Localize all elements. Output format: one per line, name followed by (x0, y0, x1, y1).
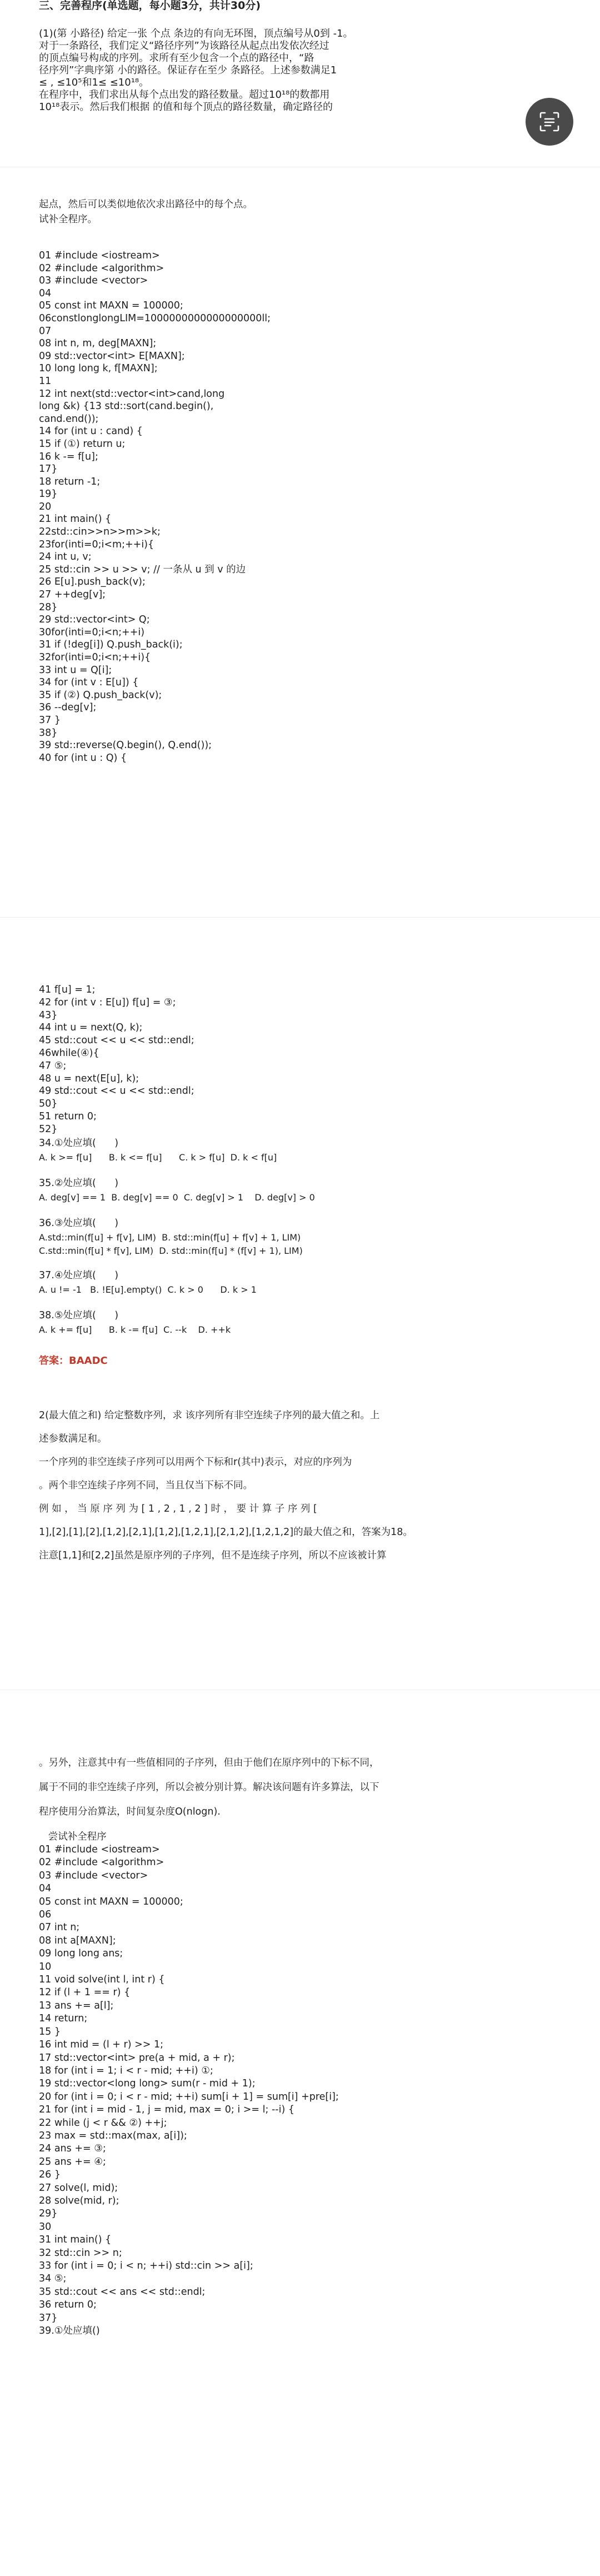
text-line: 10¹⁸表示。然后我们根据 的值和每个顶点的路径数量，确定路径的 (39, 101, 333, 113)
question-options: A. k += f[u] B. k -= f[u] C. --k D. ++k (39, 1324, 231, 1335)
code-line: 23for(inti=0;i<m;++i){ (39, 539, 154, 550)
text-line: (1)(第 小路径) 给定一张 个点 条边的有向无环图，顶点编号从0到 -1。 (39, 28, 353, 39)
code-line: 02 #include <algorithm> (39, 262, 164, 274)
code-line: 28 solve(mid, r); (39, 2195, 119, 2206)
code-3-title: 尝试补全程序 (39, 1831, 107, 1842)
text-recognition-button[interactable] (526, 98, 573, 146)
code-line: 01 #include <iostream> (39, 250, 160, 261)
code-line: 49 std::cout << u << std::endl; (39, 1085, 194, 1097)
code-line: 20 (39, 501, 52, 512)
code-line: 36 return 0; (39, 2299, 97, 2311)
code-line: 47 ⑤; (39, 1060, 67, 1072)
question-stem: 38.⑤处应填( ) (39, 1309, 119, 1321)
code-line: 20 for (int i = 0; i < r - mid; ++i) sum[i + 1] = sum[i] +pre[i]; (39, 2091, 339, 2102)
code-line: 02 #include <algorithm> (39, 1857, 164, 1869)
code-line: 35 if (②) Q.push_back(v); (39, 689, 162, 701)
question-stem: 34.①处应填( ) (39, 1137, 119, 1149)
text-line: 注意[1,1]和[2,2]虽然是原序列的子序列，但不是连续子序列，所以不应该被计算 (39, 1549, 387, 1561)
code-line: 37 } (39, 714, 61, 726)
code-line: 06constlonglongLIM=1000000000000000000ll; (39, 312, 271, 324)
code-line: 51 return 0; (39, 1110, 97, 1122)
code-line: 05 const int MAXN = 100000; (39, 1896, 183, 1907)
code-line: 32for(inti=0;i<n;++i){ (39, 652, 151, 663)
question-options: A. deg[v] == 1 B. deg[v] == 0 C. deg[v] > 1 D. deg[v] > 0 (39, 1192, 315, 1203)
code-block-1 (39, 250, 528, 764)
text-line: 。两个非空连续子序列不同，当且仅当下标不同。 (39, 1479, 253, 1491)
question-list-1 (39, 1136, 528, 1337)
code-line: 11 (39, 375, 52, 387)
code-line: 39 std::reverse(Q.begin(), Q.end()); (39, 740, 212, 751)
text-line: 试补全程序。 (39, 214, 97, 225)
code-line: 42 for (int v : E[u]) f[u] = ③; (39, 996, 176, 1008)
code-line: 34 ⑤; (39, 2273, 67, 2285)
text-line: 对于一条路径，我们定义“路径序列”为该路径从起点出发依次经过 (39, 40, 329, 52)
code-line: 27 solve(l, mid); (39, 2182, 118, 2194)
code-line: 05 const int MAXN = 100000; (39, 300, 183, 312)
code-line: 26 E[u].push_back(v); (39, 576, 146, 588)
question-1-continued (39, 197, 528, 227)
code-line: 27 ++deg[v]; (39, 589, 106, 601)
code-block-2 (39, 984, 528, 1136)
code-line: 37} (39, 2312, 58, 2324)
section-1-continued (39, 197, 528, 764)
code-line: 44 int u = next(Q, k); (39, 1022, 143, 1034)
code-line: 08 int a[MAXN]; (39, 1935, 116, 1946)
code-line: 21 int main() { (39, 514, 112, 525)
question-item (39, 1268, 528, 1297)
code-line: 08 int n, m, deg[MAXN]; (39, 338, 157, 350)
code-line: 13 ans += a[l]; (39, 2000, 114, 2011)
code-line: 31 int main() { (39, 2234, 112, 2246)
code-line: 50} (39, 1098, 58, 1110)
text-line: 1],[2],[1],[2],[1,2],[2,1],[1,2],[1,2,1],[2,1,2],[1,2,1,2]的最大值之和，答案为18。 (39, 1526, 413, 1538)
code-line: 12 if (l + 1 == r) { (39, 1987, 131, 1999)
code-line: 46while(④){ (39, 1047, 99, 1059)
question-2-continued (39, 1751, 528, 1824)
code-line: 25 std::cin >> u >> v; // 一条从 u 到 v 的边 (39, 564, 246, 575)
code-line: 19 std::vector<long long> sum(r - mid + 1); (39, 2078, 256, 2090)
text-line: 述参数满足和。 (39, 1433, 107, 1444)
code-line: 32 std::cin >> n; (39, 2247, 122, 2259)
section-1-code-end (39, 984, 528, 1567)
code-line: 40 for (int u : Q) { (39, 752, 127, 764)
section-2-continued (39, 1751, 528, 2338)
code-line: 21 for (int i = mid - 1, j = mid, max = 0; i >= l; --i) { (39, 2104, 294, 2116)
code-line: 25 ans += ④; (39, 2156, 106, 2168)
text-line: 起点，然后可以类似地依次求出路径中的每个点。 (39, 199, 253, 210)
question-options: A. u != -1 B. !E[u].empty() C. k > 0 D. k > 1 (39, 1284, 257, 1295)
code-line: 39.①处应填() (39, 2325, 100, 2337)
code-line: 17 std::vector<int> pre(a + mid, a + r); (39, 2052, 235, 2064)
code-line: 26 } (39, 2169, 61, 2181)
question-options: A. k >= f[u] B. k <= f[u] C. k > f[u] D. k < f[u] (39, 1152, 277, 1163)
code-line: 18 return -1; (39, 476, 101, 487)
question-2 (39, 1404, 528, 1567)
code-line: 33 int u = Q[i]; (39, 664, 112, 676)
question-options: A.std::min(f[u] + f[v], LIM) B. std::min(f[u] + f[v] + 1, LIM) (39, 1232, 301, 1243)
text-line: 径序列”字典序第 小的路径。保证存在至少 条路径。上述参数满足1 (39, 64, 337, 76)
code-line: 03 #include <vector> (39, 1870, 148, 1881)
code-line: 22 while (j < r && ②) ++j; (39, 2117, 167, 2129)
code-line: 09 long long ans; (39, 1948, 123, 1960)
question-item (39, 1216, 528, 1257)
section-1 (39, 0, 528, 113)
code-line: 16 k -= f[u]; (39, 451, 98, 462)
question-stem: 35.②处应填( ) (39, 1177, 119, 1189)
answer-line: 答案：BAADC (39, 1354, 108, 1367)
code-line: 09 std::vector<int> E[MAXN]; (39, 350, 185, 362)
code-line: 10 long long k, f[MAXN]; (39, 363, 158, 375)
code-line: 01 #include <iostream> (39, 1844, 160, 1855)
text-line: 。另外，注意其中有一些值相同的子序列，但由于他们在原序列中的下标不同， (39, 1757, 379, 1768)
code-line: 31 if (!deg[i]) Q.push_back(i); (39, 639, 183, 651)
code-line: 24 int u, v; (39, 551, 92, 563)
code-line: 33 for (int i = 0; i < n; ++i) std::cin >> a[i]; (39, 2260, 253, 2271)
code-line: 14 for (int u : cand) { (39, 426, 143, 437)
code-line: 03 #include <vector> (39, 275, 148, 287)
code-line: 38} (39, 727, 58, 739)
code-line: 15 if (①) return u; (39, 438, 126, 450)
code-line: 10 (39, 1961, 52, 1972)
code-line: 34 for (int v : E[u]) { (39, 677, 139, 689)
page-divider (0, 917, 600, 918)
text-recognition-icon (538, 111, 561, 133)
code-line: 07 (39, 325, 52, 337)
text-line: 的顶点编号构成的序列。求所有至少包含一个点的路径中，“路 (39, 52, 314, 64)
code-line: 30 (39, 2221, 52, 2233)
question-1-intro (39, 28, 528, 113)
question-item (39, 1308, 528, 1337)
question-options: C.std::min(f[u] * f[v], LIM) D. std::min(f[u] * (f[v] + 1), LIM) (39, 1245, 303, 1256)
code-line: 43} (39, 1009, 58, 1021)
text-line: 属于不同的非空连续子序列，所以会被分别计算。解决该问题有许多算法，以下 (39, 1782, 379, 1793)
code-line: 19} (39, 489, 58, 500)
code-line: 11 void solve(int l, int r) { (39, 1974, 165, 1986)
section-title: 三、完善程序(单选题，每小题3分，共计30分) (39, 0, 261, 12)
text-line: ≤ , ≤10⁵和1≤ ≤10¹⁸。 (39, 77, 149, 88)
code-line: 28} (39, 601, 58, 613)
code-line: 29 std::vector<int> Q; (39, 614, 150, 626)
code-line: 23 max = std::max(max, a[i]); (39, 2130, 187, 2141)
text-line: 一个序列的非空连续子序列可以用两个下标和r(其中)表示，对应的序列为 (39, 1456, 352, 1468)
code-line: 06 (39, 1909, 52, 1921)
code-line: 04 (39, 287, 52, 299)
text-line: 例 如 ， 当 原 序 列 为 [ 1 , 2 , 1 , 2 ] 时 ， 要 计 算 子 序 列 [ (39, 1503, 317, 1514)
code-line: 52} (39, 1123, 58, 1135)
question-stem: 36.③处应填( ) (39, 1217, 119, 1229)
code-line: 15 } (39, 2026, 61, 2037)
code-line: 29} (39, 2208, 58, 2220)
code-line: 36 --deg[v]; (39, 702, 97, 714)
code-line: 07 int n; (39, 1922, 80, 1934)
code-line: 18 for (int i = 1; i < r - mid; ++i) ①; (39, 2065, 213, 2076)
text-line: 2(最大值之和) 给定整数序列，求 该序列所有非空连续子序列的最大值之和。上 (39, 1409, 380, 1421)
code-line: 45 std::cout << u << std::endl; (39, 1035, 194, 1047)
code-line: 04 (39, 1883, 52, 1895)
code-line: 41 f[u] = 1; (39, 984, 96, 995)
text-line: 程序使用分治算法，时间复杂度O(nlogn). (39, 1806, 221, 1817)
question-item (39, 1136, 528, 1165)
code-line: 12 int next(std::vector<int>cand,long (39, 388, 225, 400)
question-stem: 37.④处应填( ) (39, 1269, 119, 1281)
code-line: long &k) {13 std::sort(cand.begin(), (39, 401, 214, 412)
code-line: 24 ans += ③; (39, 2143, 106, 2155)
question-item (39, 1176, 528, 1205)
code-line: cand.end()); (39, 413, 99, 425)
code-line: 22std::cin>>n>>m>>k; (39, 526, 161, 538)
code-line: 14 return; (39, 2013, 88, 2025)
code-line: 17} (39, 464, 58, 475)
code-line: 35 std::cout << ans << std::endl; (39, 2286, 206, 2298)
code-line: 16 int mid = (l + r) >> 1; (39, 2039, 163, 2051)
text-line: 在程序中，我们求出从每个点出发的路径数量。超过10¹⁸的数都用 (39, 89, 330, 101)
code-line: 48 u = next(E[u], k); (39, 1073, 139, 1084)
code-line: 30for(inti=0;i<n;++i) (39, 626, 145, 638)
code-block-3 (39, 1843, 528, 2338)
